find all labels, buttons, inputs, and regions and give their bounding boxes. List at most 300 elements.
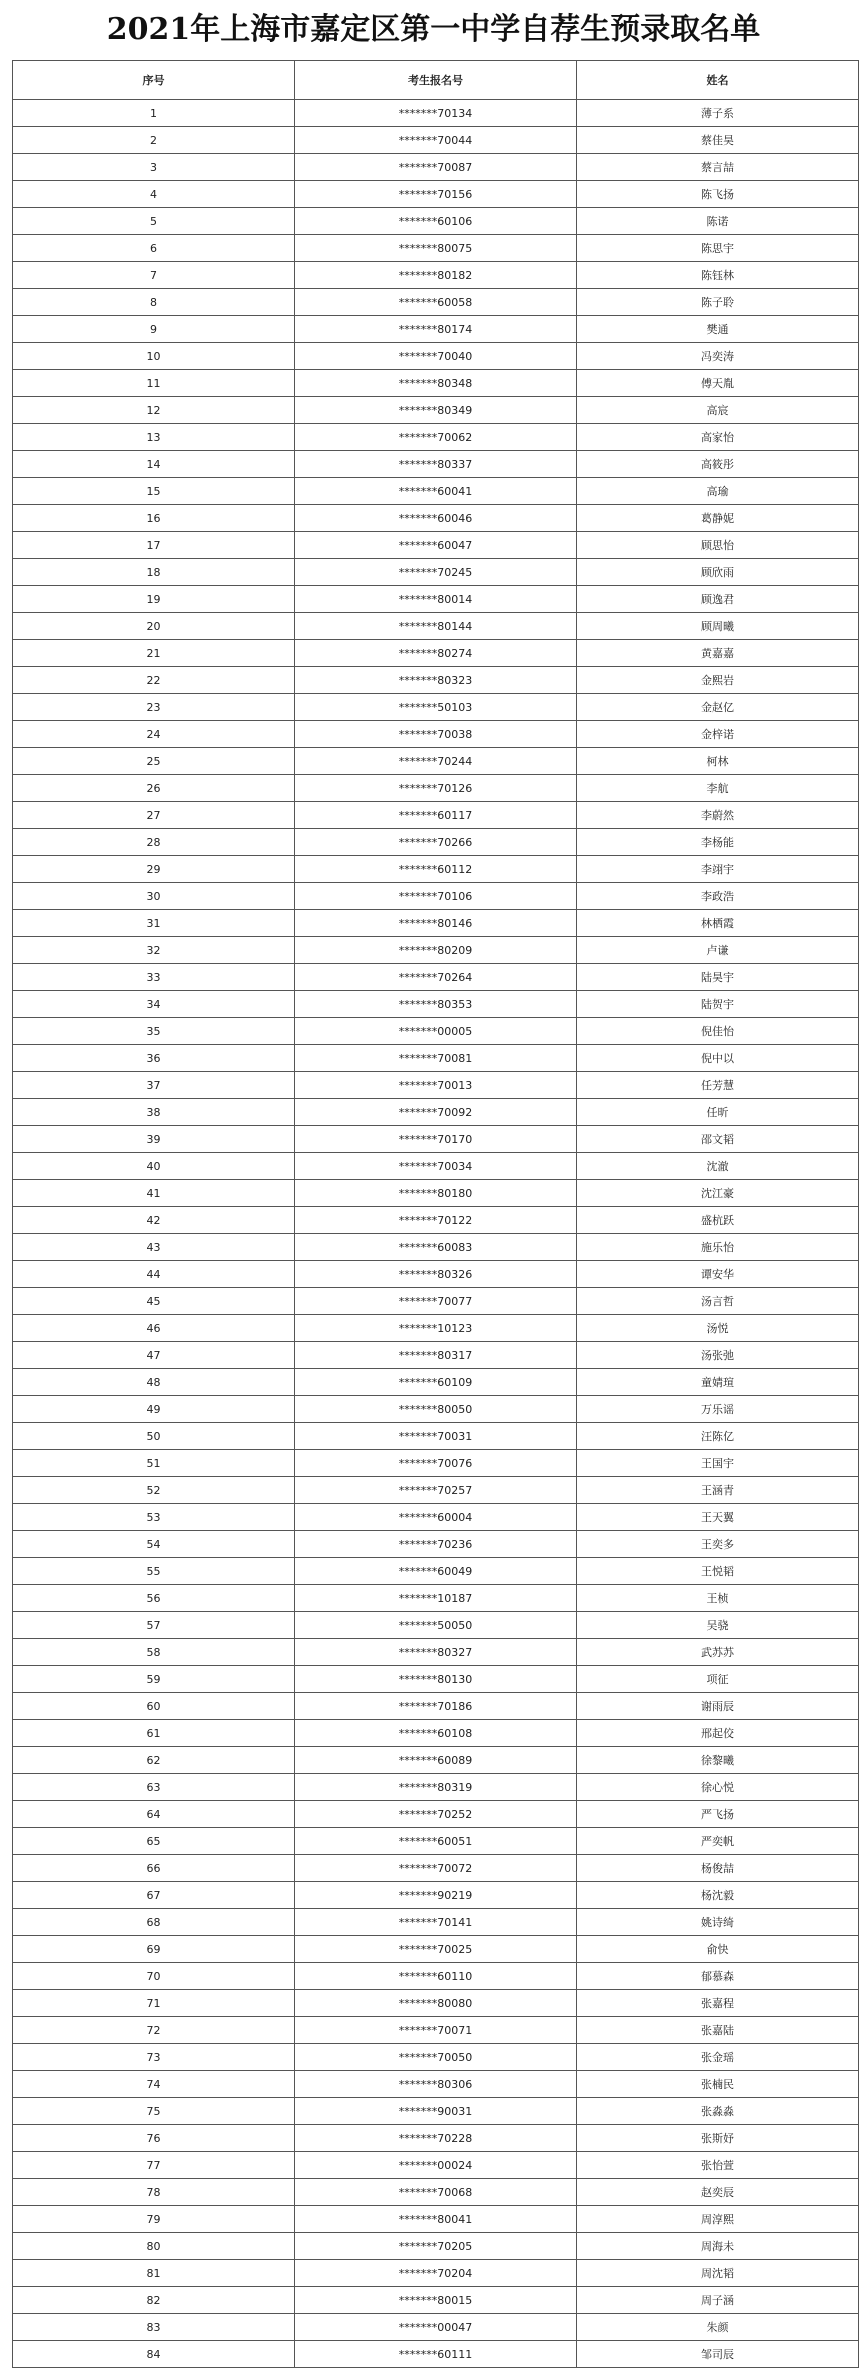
row-name-cell: 严奕帆 [577,1828,859,1855]
row-name-cell: 王奕多 [577,1531,859,1558]
row-id-cell: *******70236 [295,1531,577,1558]
row-seq-cell: 58 [13,1639,295,1666]
table-row [13,289,859,316]
row-id-cell: *******70204 [295,2260,577,2287]
row-name-cell: 陆昊宇 [577,964,859,991]
table-row [13,2071,859,2098]
row-seq-cell: 20 [13,613,295,640]
row-name-cell: 吴骁 [577,1612,859,1639]
table-body [13,100,859,2368]
column-header-name: 姓名 [577,61,859,100]
row-name-cell: 汪陈亿 [577,1423,859,1450]
row-seq-cell: 34 [13,991,295,1018]
row-name-cell: 杨俊喆 [577,1855,859,1882]
row-name-cell: 郁慕森 [577,1963,859,1990]
table-row [13,856,859,883]
table-row [13,262,859,289]
row-seq-cell: 79 [13,2206,295,2233]
row-seq-cell: 42 [13,1207,295,1234]
row-id-cell: *******80349 [295,397,577,424]
row-name-cell: 王悦韬 [577,1558,859,1585]
row-id-cell: *******80182 [295,262,577,289]
row-seq-cell: 50 [13,1423,295,1450]
row-name-cell: 朱颜 [577,2314,859,2341]
row-name-cell: 高家怡 [577,424,859,451]
table-row [13,1828,859,1855]
row-name-cell: 金熙岩 [577,667,859,694]
row-name-cell: 张楠民 [577,2071,859,2098]
row-seq-cell: 14 [13,451,295,478]
table-row [13,424,859,451]
table-row [13,532,859,559]
row-seq-cell: 70 [13,1963,295,1990]
row-name-cell: 汤张弛 [577,1342,859,1369]
row-name-cell: 姚诗绮 [577,1909,859,1936]
table-row [13,1153,859,1180]
row-id-cell: *******80317 [295,1342,577,1369]
row-name-cell: 王涵青 [577,1477,859,1504]
row-id-cell: *******90219 [295,1882,577,1909]
table-row [13,397,859,424]
table-row [13,1963,859,1990]
row-name-cell: 任芳慧 [577,1072,859,1099]
row-seq-cell: 3 [13,154,295,181]
row-seq-cell: 53 [13,1504,295,1531]
row-seq-cell: 65 [13,1828,295,1855]
row-seq-cell: 39 [13,1126,295,1153]
table-row [13,2017,859,2044]
row-id-cell: *******60110 [295,1963,577,1990]
row-id-cell: *******60109 [295,1369,577,1396]
row-name-cell: 谭安华 [577,1261,859,1288]
row-id-cell: *******80337 [295,451,577,478]
row-seq-cell: 55 [13,1558,295,1585]
row-name-cell: 武苏苏 [577,1639,859,1666]
table-row [13,1315,859,1342]
row-seq-cell: 19 [13,586,295,613]
row-id-cell: *******70141 [295,1909,577,1936]
row-seq-cell: 62 [13,1747,295,1774]
row-id-cell: *******80080 [295,1990,577,2017]
table-row [13,1531,859,1558]
table-row [13,883,859,910]
table-row [13,235,859,262]
row-name-cell: 盛杭跃 [577,1207,859,1234]
row-id-cell: *******70228 [295,2125,577,2152]
row-seq-cell: 40 [13,1153,295,1180]
row-seq-cell: 69 [13,1936,295,1963]
row-id-cell: *******80306 [295,2071,577,2098]
row-id-cell: *******60049 [295,1558,577,1585]
row-name-cell: 高宸 [577,397,859,424]
row-name-cell: 顾欣雨 [577,559,859,586]
row-id-cell: *******70076 [295,1450,577,1477]
row-name-cell: 冯奕涛 [577,343,859,370]
table-row [13,1099,859,1126]
table-row [13,2098,859,2125]
table-row [13,1639,859,1666]
row-seq-cell: 24 [13,721,295,748]
table-row [13,451,859,478]
table-row [13,154,859,181]
row-seq-cell: 77 [13,2152,295,2179]
table-row [13,586,859,613]
row-id-cell: *******80327 [295,1639,577,1666]
row-name-cell: 陈思宇 [577,235,859,262]
row-id-cell: *******70038 [295,721,577,748]
table-row [13,1774,859,1801]
row-name-cell: 柯林 [577,748,859,775]
row-name-cell: 陈诺 [577,208,859,235]
row-seq-cell: 15 [13,478,295,505]
row-name-cell: 倪佳怡 [577,1018,859,1045]
row-id-cell: *******00024 [295,2152,577,2179]
table-row [13,370,859,397]
table-row [13,667,859,694]
row-name-cell: 项征 [577,1666,859,1693]
row-seq-cell: 57 [13,1612,295,1639]
row-seq-cell: 35 [13,1018,295,1045]
row-seq-cell: 82 [13,2287,295,2314]
row-name-cell: 谢雨辰 [577,1693,859,1720]
table-row [13,1882,859,1909]
row-name-cell: 严飞扬 [577,1801,859,1828]
row-seq-cell: 68 [13,1909,295,1936]
table-row [13,2314,859,2341]
row-name-cell: 李杨能 [577,829,859,856]
row-seq-cell: 47 [13,1342,295,1369]
table-row [13,1369,859,1396]
row-name-cell: 陆贺宇 [577,991,859,1018]
row-seq-cell: 60 [13,1693,295,1720]
row-id-cell: *******70031 [295,1423,577,1450]
row-id-cell: *******80050 [295,1396,577,1423]
row-seq-cell: 4 [13,181,295,208]
table-row [13,505,859,532]
table-row [13,1423,859,1450]
table-row [13,1450,859,1477]
row-name-cell: 王国宇 [577,1450,859,1477]
row-id-cell: *******60058 [295,289,577,316]
table-row [13,1612,859,1639]
row-id-cell: *******00047 [295,2314,577,2341]
row-seq-cell: 28 [13,829,295,856]
row-name-cell: 蔡佳昊 [577,127,859,154]
row-id-cell: *******80348 [295,370,577,397]
row-seq-cell: 56 [13,1585,295,1612]
row-seq-cell: 45 [13,1288,295,1315]
row-name-cell: 童婧瑄 [577,1369,859,1396]
table-row [13,1234,859,1261]
row-name-cell: 施乐怡 [577,1234,859,1261]
row-name-cell: 汤言哲 [577,1288,859,1315]
row-id-cell: *******80015 [295,2287,577,2314]
row-seq-cell: 17 [13,532,295,559]
table-row [13,1126,859,1153]
table-row [13,640,859,667]
row-name-cell: 任昕 [577,1099,859,1126]
table-row [13,1045,859,1072]
row-id-cell: *******60111 [295,2341,577,2368]
row-seq-cell: 54 [13,1531,295,1558]
table-row [13,2341,859,2368]
row-name-cell: 邢起佼 [577,1720,859,1747]
row-seq-cell: 5 [13,208,295,235]
row-name-cell: 李航 [577,775,859,802]
table-row [13,1666,859,1693]
table-row [13,1693,859,1720]
row-name-cell: 陈飞扬 [577,181,859,208]
row-seq-cell: 67 [13,1882,295,1909]
row-id-cell: *******50103 [295,694,577,721]
table-row [13,1018,859,1045]
table-row [13,478,859,505]
table-header-row [13,61,859,100]
row-name-cell: 陈子聆 [577,289,859,316]
row-seq-cell: 30 [13,883,295,910]
table-row [13,748,859,775]
column-header-id: 考生报名号 [295,61,577,100]
row-id-cell: *******80209 [295,937,577,964]
row-seq-cell: 46 [13,1315,295,1342]
row-seq-cell: 7 [13,262,295,289]
row-id-cell: *******80130 [295,1666,577,1693]
row-name-cell: 樊通 [577,316,859,343]
row-seq-cell: 32 [13,937,295,964]
row-seq-cell: 22 [13,667,295,694]
row-id-cell: *******70244 [295,748,577,775]
table-row [13,2179,859,2206]
row-seq-cell: 18 [13,559,295,586]
row-seq-cell: 66 [13,1855,295,1882]
row-name-cell: 邹司辰 [577,2341,859,2368]
table-row [13,1720,859,1747]
row-seq-cell: 6 [13,235,295,262]
row-seq-cell: 37 [13,1072,295,1099]
row-seq-cell: 31 [13,910,295,937]
row-id-cell: *******70077 [295,1288,577,1315]
row-name-cell: 高筱彤 [577,451,859,478]
row-seq-cell: 29 [13,856,295,883]
row-seq-cell: 13 [13,424,295,451]
row-name-cell: 李翊宇 [577,856,859,883]
row-name-cell: 万乐谣 [577,1396,859,1423]
page-title: 2021年上海市嘉定区第一中学自荐生预录取名单 [106,12,761,47]
table-row [13,2044,859,2071]
row-name-cell: 杨沈毅 [577,1882,859,1909]
row-name-cell: 沈澈 [577,1153,859,1180]
row-id-cell: *******70025 [295,1936,577,1963]
table-row [13,613,859,640]
table-row [13,316,859,343]
row-id-cell: *******60089 [295,1747,577,1774]
row-name-cell: 周子涵 [577,2287,859,2314]
table-row [13,991,859,1018]
row-id-cell: *******90031 [295,2098,577,2125]
row-seq-cell: 76 [13,2125,295,2152]
table-row [13,2287,859,2314]
row-name-cell: 黄嘉嘉 [577,640,859,667]
row-id-cell: *******80075 [295,235,577,262]
row-id-cell: *******70264 [295,964,577,991]
row-seq-cell: 43 [13,1234,295,1261]
row-name-cell: 徐心悦 [577,1774,859,1801]
row-name-cell: 顾逸君 [577,586,859,613]
row-id-cell: *******70050 [295,2044,577,2071]
row-id-cell: *******80144 [295,613,577,640]
row-seq-cell: 83 [13,2314,295,2341]
row-seq-cell: 71 [13,1990,295,2017]
table-row [13,1342,859,1369]
row-id-cell: *******80326 [295,1261,577,1288]
row-seq-cell: 38 [13,1099,295,1126]
row-seq-cell: 84 [13,2341,295,2368]
row-seq-cell: 2 [13,127,295,154]
row-id-cell: *******70081 [295,1045,577,1072]
table-row [13,937,859,964]
row-name-cell: 周淳熙 [577,2206,859,2233]
table-row [13,1072,859,1099]
table-row [13,1504,859,1531]
table-row [13,181,859,208]
row-name-cell: 赵奕辰 [577,2179,859,2206]
row-name-cell: 王天翼 [577,1504,859,1531]
row-seq-cell: 44 [13,1261,295,1288]
row-id-cell: *******70044 [295,127,577,154]
table-row [13,1207,859,1234]
row-id-cell: *******60106 [295,208,577,235]
row-name-cell: 李蔚然 [577,802,859,829]
row-id-cell: *******80014 [295,586,577,613]
row-id-cell: *******60117 [295,802,577,829]
table-row [13,1909,859,1936]
row-id-cell: *******80323 [295,667,577,694]
row-id-cell: *******80146 [295,910,577,937]
row-name-cell: 高瑜 [577,478,859,505]
table-row [13,1936,859,1963]
row-seq-cell: 72 [13,2017,295,2044]
table-row [13,1585,859,1612]
table-row [13,829,859,856]
row-name-cell: 李政浩 [577,883,859,910]
row-name-cell: 薄子系 [577,100,859,127]
row-name-cell: 金赵亿 [577,694,859,721]
table-row [13,1288,859,1315]
table-row [13,1747,859,1774]
row-seq-cell: 8 [13,289,295,316]
row-id-cell: *******70126 [295,775,577,802]
row-seq-cell: 49 [13,1396,295,1423]
row-name-cell: 张嘉陆 [577,2017,859,2044]
row-name-cell: 陈钰林 [577,262,859,289]
row-seq-cell: 64 [13,1801,295,1828]
row-id-cell: *******60046 [295,505,577,532]
table-row [13,559,859,586]
table-row [13,1990,859,2017]
row-name-cell: 徐黎曦 [577,1747,859,1774]
row-id-cell: *******70040 [295,343,577,370]
row-seq-cell: 9 [13,316,295,343]
column-header-seq: 序号 [13,61,295,100]
row-seq-cell: 74 [13,2071,295,2098]
row-seq-cell: 11 [13,370,295,397]
table-row [13,2233,859,2260]
row-id-cell: *******60041 [295,478,577,505]
table-row [13,964,859,991]
row-name-cell: 倪中以 [577,1045,859,1072]
row-id-cell: *******60108 [295,1720,577,1747]
row-id-cell: *******70245 [295,559,577,586]
row-id-cell: *******70072 [295,1855,577,1882]
row-id-cell: *******10123 [295,1315,577,1342]
row-id-cell: *******70106 [295,883,577,910]
row-id-cell: *******70266 [295,829,577,856]
row-id-cell: *******70257 [295,1477,577,1504]
row-id-cell: *******70186 [295,1693,577,1720]
row-seq-cell: 26 [13,775,295,802]
row-name-cell: 林栖霞 [577,910,859,937]
table-row [13,775,859,802]
row-seq-cell: 75 [13,2098,295,2125]
row-name-cell: 蔡言喆 [577,154,859,181]
row-seq-cell: 78 [13,2179,295,2206]
row-name-cell: 傅天胤 [577,370,859,397]
table-row [13,127,859,154]
row-name-cell: 葛静妮 [577,505,859,532]
table-row [13,694,859,721]
table-row [13,100,859,127]
row-id-cell: *******80174 [295,316,577,343]
row-seq-cell: 61 [13,1720,295,1747]
row-name-cell: 张斯妤 [577,2125,859,2152]
table-row [13,2125,859,2152]
table-row [13,1558,859,1585]
row-seq-cell: 12 [13,397,295,424]
table-row [13,1261,859,1288]
row-id-cell: *******00005 [295,1018,577,1045]
row-seq-cell: 80 [13,2233,295,2260]
row-id-cell: *******80353 [295,991,577,1018]
table-row [13,1801,859,1828]
row-seq-cell: 73 [13,2044,295,2071]
row-name-cell: 张怡萱 [577,2152,859,2179]
table-row [13,1180,859,1207]
row-id-cell: *******70252 [295,1801,577,1828]
row-name-cell: 俞快 [577,1936,859,1963]
table-row [13,2260,859,2287]
row-seq-cell: 81 [13,2260,295,2287]
row-name-cell: 汤悦 [577,1315,859,1342]
row-name-cell: 顾周曦 [577,613,859,640]
row-name-cell: 张嘉程 [577,1990,859,2017]
row-id-cell: *******80319 [295,1774,577,1801]
table-row [13,1477,859,1504]
row-id-cell: *******60112 [295,856,577,883]
table-row [13,2206,859,2233]
row-seq-cell: 63 [13,1774,295,1801]
row-id-cell: *******70071 [295,2017,577,2044]
row-seq-cell: 52 [13,1477,295,1504]
row-id-cell: *******60004 [295,1504,577,1531]
row-id-cell: *******60047 [295,532,577,559]
row-seq-cell: 41 [13,1180,295,1207]
table-row [13,1396,859,1423]
row-id-cell: *******70068 [295,2179,577,2206]
row-id-cell: *******80180 [295,1180,577,1207]
row-seq-cell: 36 [13,1045,295,1072]
row-id-cell: *******70013 [295,1072,577,1099]
row-id-cell: *******70156 [295,181,577,208]
